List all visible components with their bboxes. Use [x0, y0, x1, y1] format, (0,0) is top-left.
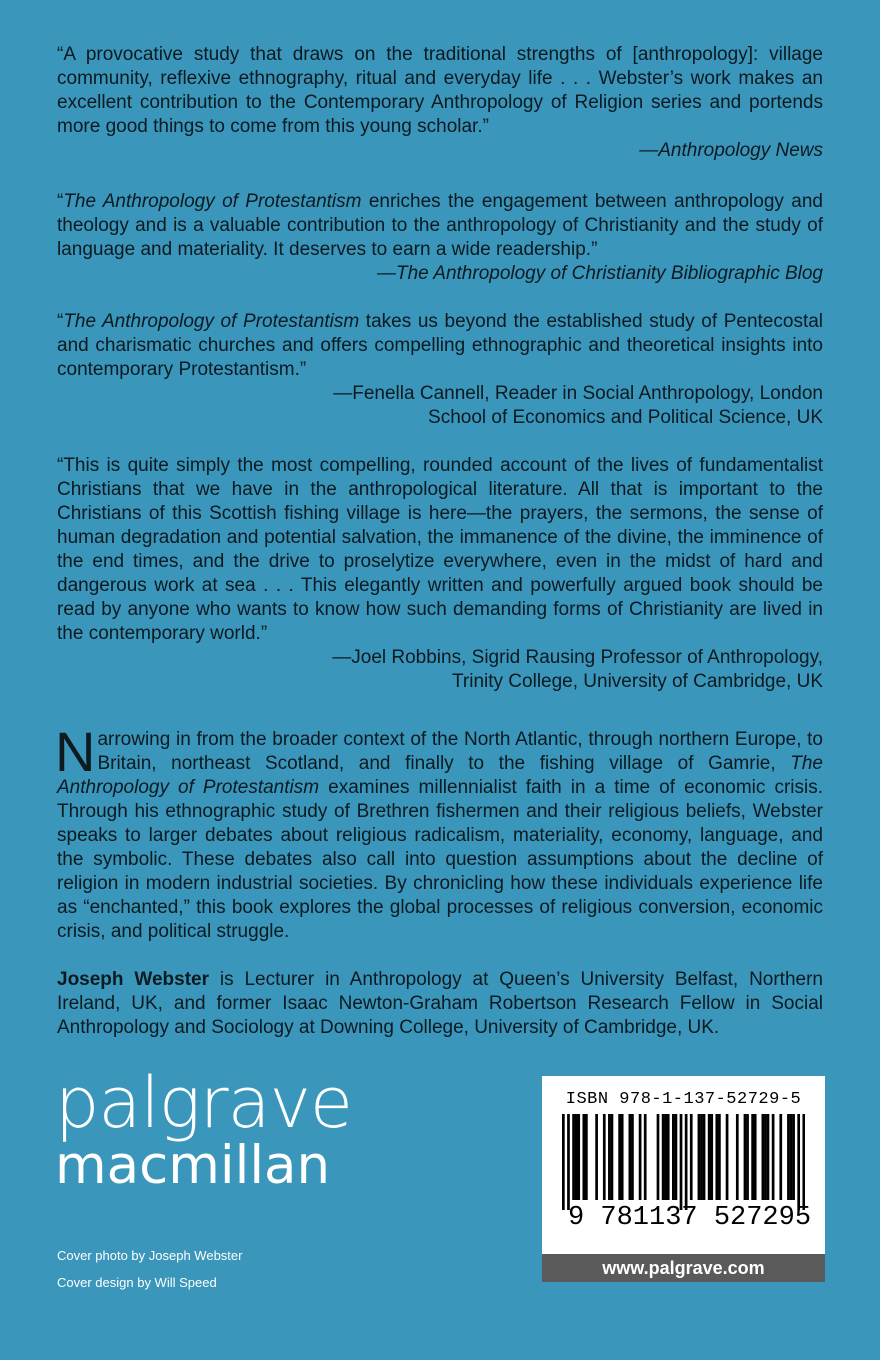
- barcode-bar: [639, 1114, 642, 1200]
- author-bio: [57, 968, 823, 1040]
- barcode-bar: [680, 1114, 683, 1210]
- open-quote: “: [57, 191, 64, 212]
- open-quote: “: [57, 311, 64, 332]
- barcode-bar: [762, 1114, 765, 1200]
- review-quote-text: enriches the engagement between anthropology and theology and is a valuable contribution to the anthropology of Christianity and the study of language and materiality. It deserves to earn a wide readership.”: [57, 191, 823, 260]
- review-quote-2: [57, 190, 823, 262]
- barcode-bar: [700, 1114, 703, 1200]
- review-quote-text: takes us beyond the established study of Pentecostal and charismatic churches and offers compelling ethnographic and theoretical insights into contemporary Protestantism.”: [57, 311, 824, 380]
- barcode-image: [562, 1114, 805, 1210]
- barcode-bar: [603, 1114, 606, 1200]
- barcode-bar: [792, 1114, 795, 1200]
- isbn-label: ISBN 978-1-137-52729-5: [565, 1090, 802, 1109]
- barcode-bar: [790, 1114, 793, 1200]
- drop-cap: N: [55, 720, 96, 783]
- isbn-barcode-box: [542, 1076, 825, 1254]
- barcode-bar: [787, 1114, 790, 1200]
- cover-design-credit: Cover design by Will Speed: [57, 1275, 217, 1290]
- reviews-section: [57, 43, 823, 694]
- barcode-bar: [595, 1114, 598, 1200]
- publisher-logo: [55, 1062, 352, 1196]
- review-quote-3: [57, 310, 823, 382]
- barcode-bar: [567, 1114, 570, 1210]
- barcode-bar: [685, 1114, 688, 1210]
- logo-line-palgrave: palgrave: [55, 1062, 352, 1144]
- barcode-bar: [690, 1114, 693, 1200]
- publisher-url: www.palgrave.com: [542, 1254, 825, 1282]
- barcode-bar: [744, 1114, 747, 1200]
- barcode-bar: [736, 1114, 739, 1200]
- barcode-bar: [582, 1114, 585, 1200]
- barcode-bar: [667, 1114, 670, 1200]
- barcode-bar: [621, 1114, 624, 1200]
- review-attribution-4-line1: —Joel Robbins, Sigrid Rausing Professor of Anthropology,: [332, 647, 823, 668]
- review-attribution-1: —Anthropology News: [639, 140, 823, 161]
- author-bio-text: is Lecturer in Anthropology at Queen’s University Belfast, Northern Ireland, UK, and former Isaac Newton-Graham Robertson Research Fellow in Social Anthropology and Sociology at Downing College, University of Cambridge, UK.: [57, 969, 823, 1038]
- barcode-bar: [703, 1114, 706, 1200]
- review-quote-4: “This is quite simply the most compelling, rounded account of the lives of fundamentalist Christians that we have in the anthropological literature. All that is important to the Christians of this Scottish fishing village is here—the prayers, the sermons, the sense of human degradation and potential salvation, the immanence of the divine, the imminence of the end times, and the drive to proselytize everywhere, even in the midst of hard and dangerous work at sea . . . This elegantly written and powerfully argued book should be read by anyone who wants to know how such demanding forms of Christianity are lived in the contemporary world.”: [57, 455, 823, 644]
- review-attribution-3-line2: School of Economics and Political Science, UK: [428, 407, 823, 428]
- barcode-bar: [764, 1114, 767, 1200]
- book-title-italic: The Anthropology of Protestantism: [63, 311, 360, 332]
- description-text-continued: examines millennialist faith in a time of economic crisis. Through his ethnographic study of Brethren fishermen and their religious beliefs, Webster speaks to larger debates about religious radicalism, materiality, economy, language, and the symbolic. These debates also call into question assumptions about the decline of religion in modern industrial societies. By chronicling how these individuals experience life as “enchanted,” this book explores the global processes of religious conversion, economic crisis, and political struggle.: [57, 777, 823, 942]
- barcode-bar: [715, 1114, 718, 1200]
- barcode-bar: [644, 1114, 647, 1200]
- barcode-bar: [577, 1114, 580, 1200]
- barcode-bar: [751, 1114, 754, 1200]
- barcode-bar: [672, 1114, 675, 1200]
- barcode-bar: [608, 1114, 611, 1200]
- review-quote-1: “A provocative study that draws on the traditional strengths of [anthropology]: village community, reflexive ethnography, ritual and everyday life . . . Webster’s work makes an excellent contribution to the Contemporary Anthropology of Religion series and portends more good things to come from this young scholar.”: [57, 44, 823, 137]
- barcode-bar: [664, 1114, 667, 1200]
- spacer: [57, 430, 823, 454]
- barcode-bar: [718, 1114, 721, 1200]
- barcode-bar: [657, 1114, 660, 1200]
- description-text: arrowing in from the broader context of the North Atlantic, through northern Europe, to Britain, northeast Scotland, and finally to the fishing village of Gamrie,: [97, 729, 823, 774]
- barcode-bar: [562, 1114, 565, 1210]
- barcode-bar: [797, 1114, 800, 1210]
- barcode-bar: [710, 1114, 713, 1200]
- cover-photo-credit: Cover photo by Joseph Webster: [57, 1248, 243, 1263]
- logo-line-macmillan: macmillan: [55, 1135, 331, 1196]
- author-name: Joseph Webster: [57, 969, 210, 990]
- barcode-bar: [575, 1114, 578, 1200]
- review-attribution-4-line2: Trinity College, University of Cambridge, UK: [452, 671, 823, 692]
- review-attribution-3-line1: —Fenella Cannell, Reader in Social Anthropology, London: [333, 383, 823, 404]
- barcode-bar: [611, 1114, 614, 1200]
- barcode-digits: 9 781137 527295: [568, 1203, 812, 1233]
- spacer: [57, 163, 823, 190]
- barcode-bar: [802, 1114, 805, 1210]
- barcode-bar: [572, 1114, 575, 1200]
- barcode-bar: [708, 1114, 711, 1200]
- cover-credits: [57, 1242, 242, 1296]
- barcode-bar: [618, 1114, 621, 1200]
- barcode-bar: [662, 1114, 665, 1200]
- barcode-bar: [585, 1114, 588, 1200]
- barcode-bar: [772, 1114, 775, 1200]
- spacer: [57, 286, 823, 310]
- barcode-bar: [726, 1114, 729, 1200]
- barcode-bar: [746, 1114, 749, 1200]
- barcode-bar: [629, 1114, 632, 1200]
- barcode-bar: [631, 1114, 634, 1200]
- book-title-italic: The Anthropology of Protestantism: [57, 753, 823, 798]
- barcode-bar: [767, 1114, 770, 1200]
- barcode-bar: [754, 1114, 757, 1200]
- barcode-bar: [698, 1114, 701, 1200]
- book-title-italic: The Anthropology of Protestantism: [63, 191, 362, 212]
- review-attribution-2: —The Anthropology of Christianity Bibliographic Blog: [376, 263, 823, 284]
- barcode-bar: [675, 1114, 678, 1200]
- book-description: [55, 720, 823, 944]
- barcode-bar: [779, 1114, 782, 1200]
